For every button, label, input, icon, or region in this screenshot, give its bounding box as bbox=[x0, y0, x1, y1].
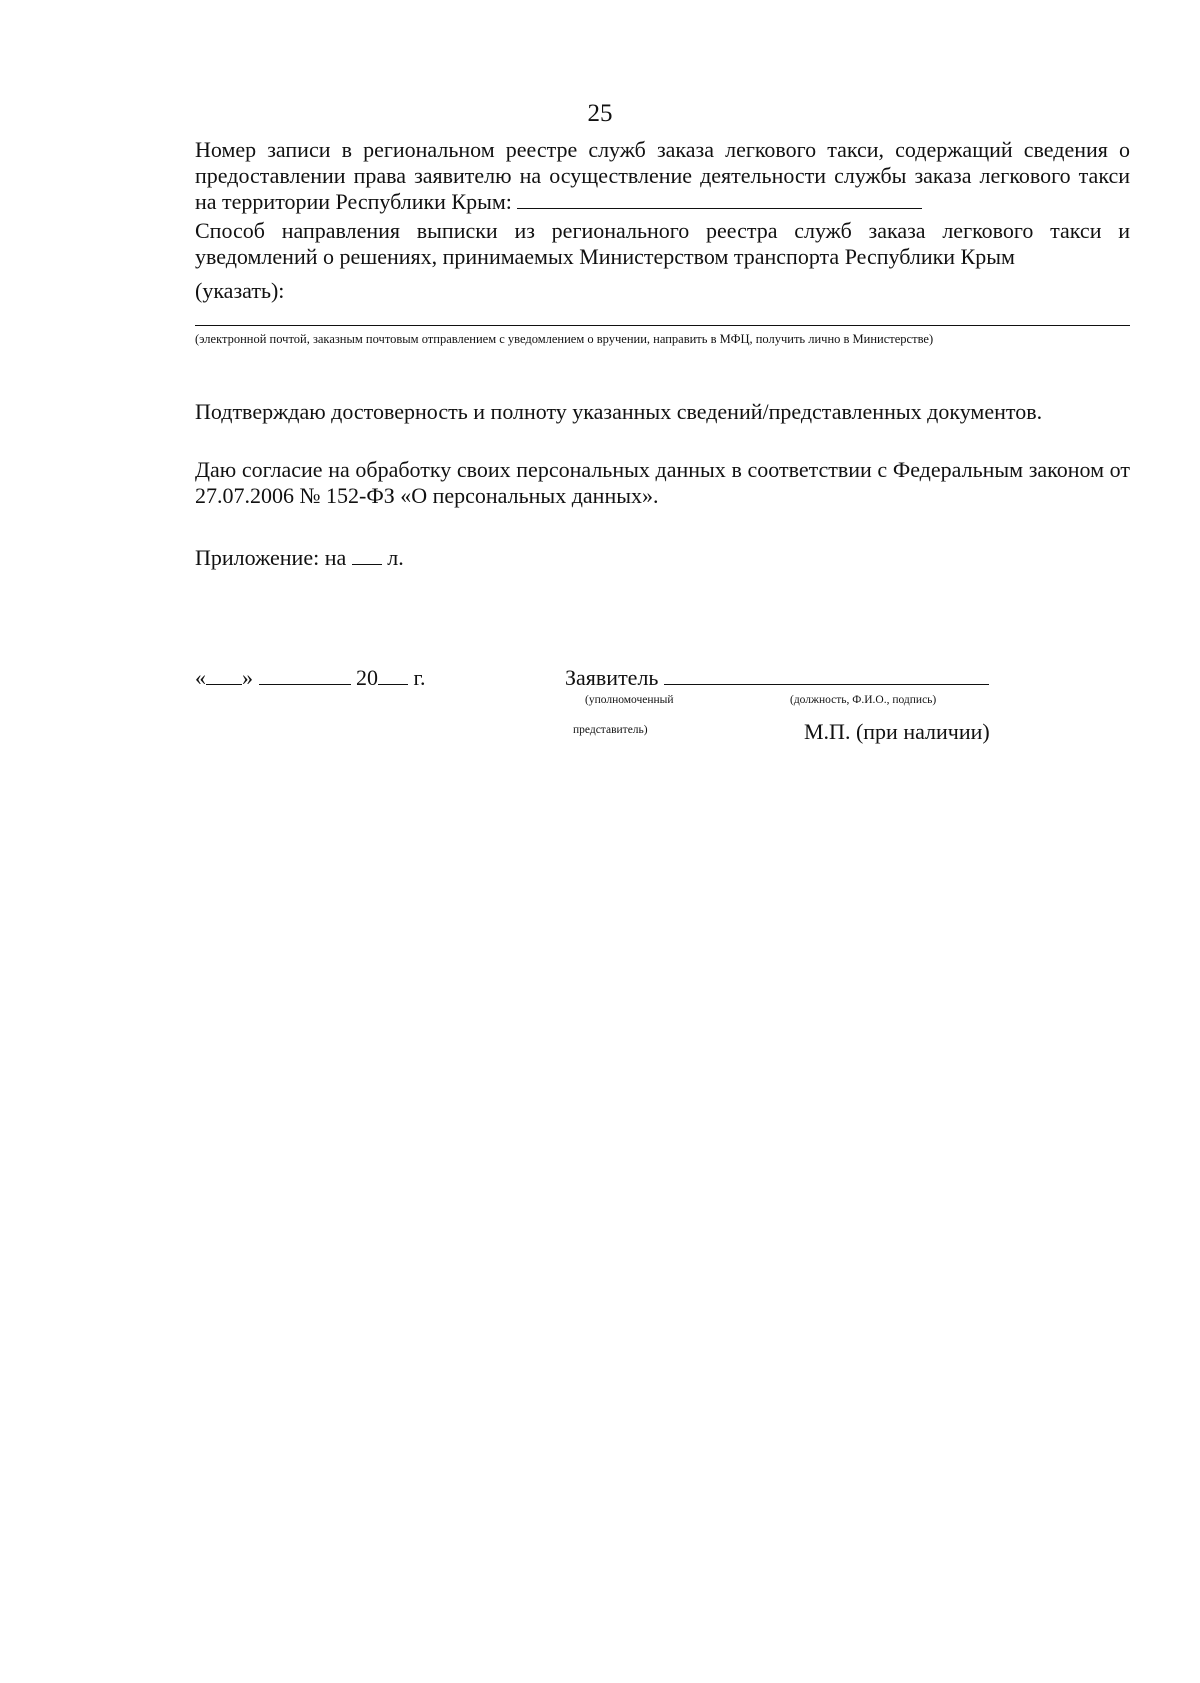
attachment-label: Приложение: на bbox=[195, 545, 347, 570]
authorized-hint-line1: (уполномоченный bbox=[585, 694, 674, 706]
delivery-method-text: Способ направления выписки из регионального реестра служб заказа легкового такси и уведомлений о решениях, принимаемых Министерством транспорта Республики Крым bbox=[195, 218, 1130, 269]
delivery-method-field[interactable] bbox=[195, 325, 1130, 326]
registry-record-paragraph bbox=[195, 137, 1130, 215]
year-prefix: 20 bbox=[356, 665, 378, 690]
applicant-line bbox=[565, 665, 989, 691]
attachment-pages-field[interactable] bbox=[352, 546, 382, 565]
delivery-method-specify: (указать): bbox=[195, 278, 285, 303]
year-field[interactable] bbox=[378, 666, 408, 685]
year-suffix: г. bbox=[413, 665, 426, 690]
position-hint: (должность, Ф.И.О., подпись) bbox=[790, 694, 937, 706]
attachment-line bbox=[195, 545, 1130, 571]
seal-note: М.П. (при наличии) bbox=[804, 719, 990, 744]
registry-record-number-field[interactable] bbox=[517, 190, 922, 209]
month-field[interactable] bbox=[259, 666, 351, 685]
delivery-method-paragraph bbox=[195, 218, 1130, 270]
confirmation-statement: Подтверждаю достоверность и полноту указанных сведений/представленных документов. bbox=[195, 399, 1043, 424]
date-line bbox=[195, 665, 426, 691]
attachment-suffix: л. bbox=[387, 545, 404, 570]
quote-open: « bbox=[195, 665, 206, 690]
applicant-label: Заявитель bbox=[565, 665, 659, 690]
page-number: 25 bbox=[587, 100, 613, 127]
authorized-hint-line2: представитель) bbox=[573, 724, 648, 736]
day-field[interactable] bbox=[206, 666, 242, 685]
registry-record-text: Номер записи в региональном реестре служб заказа легкового такси, содержащий сведения о предоставлении права заявителю на осуществление деятельности службы заказа легкового такси на территории Республики Крым: bbox=[195, 137, 1130, 214]
consent-statement: Даю согласие на обработку своих персональных данных в соответствии с Федеральным законом от 27.07.2006 № 152-ФЗ «О персональных данных». bbox=[195, 457, 1130, 508]
quote-close: » bbox=[242, 665, 253, 690]
delivery-method-hint: (электронной почтой, заказным почтовым отправлением с уведомлением о вручении, направить в МФЦ, получить лично в Министерстве) bbox=[195, 332, 934, 346]
applicant-signature-field[interactable] bbox=[664, 666, 989, 685]
